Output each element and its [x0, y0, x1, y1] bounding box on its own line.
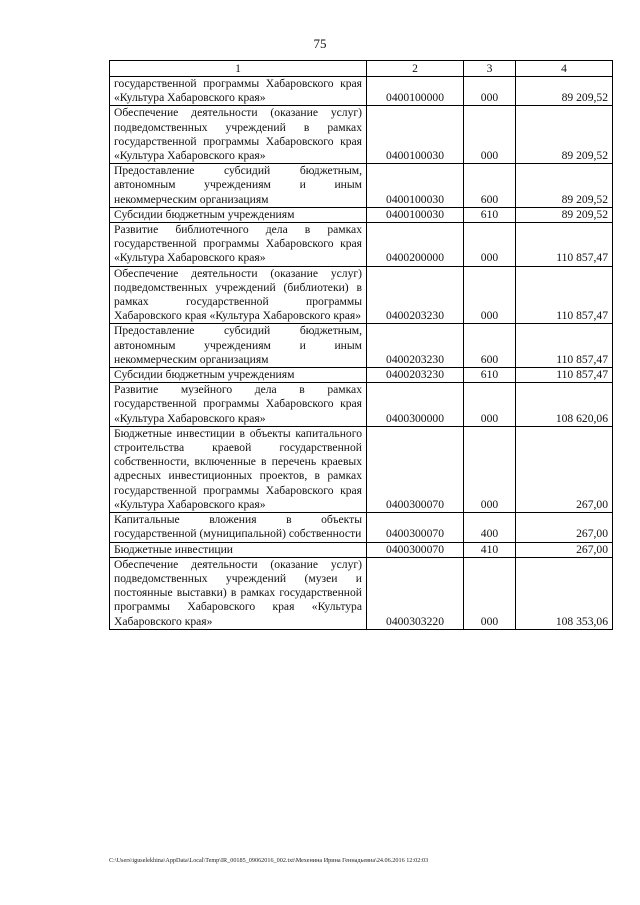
row-name: Субсидии бюджетным учреждениям: [110, 207, 367, 222]
row-name: Обеспечение деятельности (оказание услуг) подведомственных учреждений (музеи и постоянные выставки) в рамках государственной программы Хабаровского края «Культура Хабаровского края»: [110, 557, 367, 629]
row-name: Развитие библиотечного дела в рамках государственной программы Хабаровского края «Культура Хабаровского края»: [110, 223, 367, 267]
row-amount: 89 209,52: [516, 164, 613, 208]
table-row: [110, 106, 613, 164]
table-row: [110, 324, 613, 368]
file-path-footer: C:\Users\iguselekhina\AppData\Local\Temp\IR_00185_09062016_002.txt\Мехенина Ирина Геннадьевна\24.06.2016 12:02:03: [109, 857, 429, 864]
table-row: [110, 266, 613, 324]
row-kind: 000: [464, 383, 516, 427]
row-name: Бюджетные инвестиции: [110, 542, 367, 557]
row-name: Капитальные вложения в объекты государственной (муниципальной) собственности: [110, 513, 367, 542]
row-code: 0400100000: [367, 77, 464, 106]
row-kind: 400: [464, 513, 516, 542]
row-name: Развитие музейного дела в рамках государственной программы Хабаровского края «Культура Хабаровского края»: [110, 383, 367, 427]
table-row: [110, 513, 613, 542]
table-row: [110, 383, 613, 427]
table-row: [110, 542, 613, 557]
row-name: Предоставление субсидий бюджетным, автономным учреждениям и иным некоммерческим организациям: [110, 164, 367, 208]
row-kind: 600: [464, 324, 516, 368]
table-header: [110, 61, 613, 77]
row-name: Обеспечение деятельности (оказание услуг) подведомственных учреждений (библиотеки) в рамках государственной программы Хабаровского края «Культура Хабаровского края»: [110, 266, 367, 324]
row-code: 0400203230: [367, 266, 464, 324]
column-header-1: 1: [110, 61, 367, 77]
row-kind: 000: [464, 426, 516, 512]
row-code: 0400200000: [367, 223, 464, 267]
row-code: 0400300070: [367, 542, 464, 557]
row-name: Субсидии бюджетным учреждениям: [110, 368, 367, 383]
row-amount: 110 857,47: [516, 266, 613, 324]
budget-table: [109, 60, 613, 630]
row-code: 0400300070: [367, 426, 464, 512]
table-row: [110, 207, 613, 222]
row-kind: 000: [464, 77, 516, 106]
row-amount: 110 857,47: [516, 368, 613, 383]
table-row: [110, 426, 613, 512]
row-name: государственной программы Хабаровского края «Культура Хабаровского края»: [110, 77, 367, 106]
row-code: 0400300070: [367, 513, 464, 542]
table-row: [110, 77, 613, 106]
row-name: Предоставление субсидий бюджетным, автономным учреждениям и иным некоммерческим организациям: [110, 324, 367, 368]
table-row: [110, 557, 613, 629]
row-amount: 89 209,52: [516, 106, 613, 164]
row-kind: 000: [464, 557, 516, 629]
row-kind: 000: [464, 106, 516, 164]
table-row: [110, 368, 613, 383]
page-number: 75: [313, 36, 327, 51]
row-amount: 267,00: [516, 426, 613, 512]
row-code: 0400100030: [367, 164, 464, 208]
row-kind: 610: [464, 368, 516, 383]
row-amount: 89 209,52: [516, 77, 613, 106]
row-amount: 267,00: [516, 513, 613, 542]
row-kind: 410: [464, 542, 516, 557]
column-header-3: 3: [464, 61, 516, 77]
row-kind: 000: [464, 223, 516, 267]
table-body: [110, 77, 613, 630]
row-amount: 267,00: [516, 542, 613, 557]
table-row: [110, 164, 613, 208]
row-amount: 108 353,06: [516, 557, 613, 629]
row-code: 0400203230: [367, 368, 464, 383]
row-amount: 110 857,47: [516, 324, 613, 368]
row-code: 0400303220: [367, 557, 464, 629]
row-code: 0400100030: [367, 106, 464, 164]
column-header-4: 4: [516, 61, 613, 77]
row-amount: 110 857,47: [516, 223, 613, 267]
row-kind: 600: [464, 164, 516, 208]
table-row: [110, 223, 613, 267]
row-code: 0400100030: [367, 207, 464, 222]
row-amount: 108 620,06: [516, 383, 613, 427]
column-header-2: 2: [367, 61, 464, 77]
row-code: 0400203230: [367, 324, 464, 368]
row-kind: 610: [464, 207, 516, 222]
row-kind: 000: [464, 266, 516, 324]
row-code: 0400300000: [367, 383, 464, 427]
row-name: Обеспечение деятельности (оказание услуг) подведомственных учреждений в рамках государственной программы Хабаровского края «Культура Хабаровского края»: [110, 106, 367, 164]
row-name: Бюджетные инвестиции в объекты капитального строительства краевой государственной собственности, включенные в перечень краевых адресных инвестиционных проектов, в рамках государственной программы Хабаровского края «Культура Хабаровского края»: [110, 426, 367, 512]
row-amount: 89 209,52: [516, 207, 613, 222]
